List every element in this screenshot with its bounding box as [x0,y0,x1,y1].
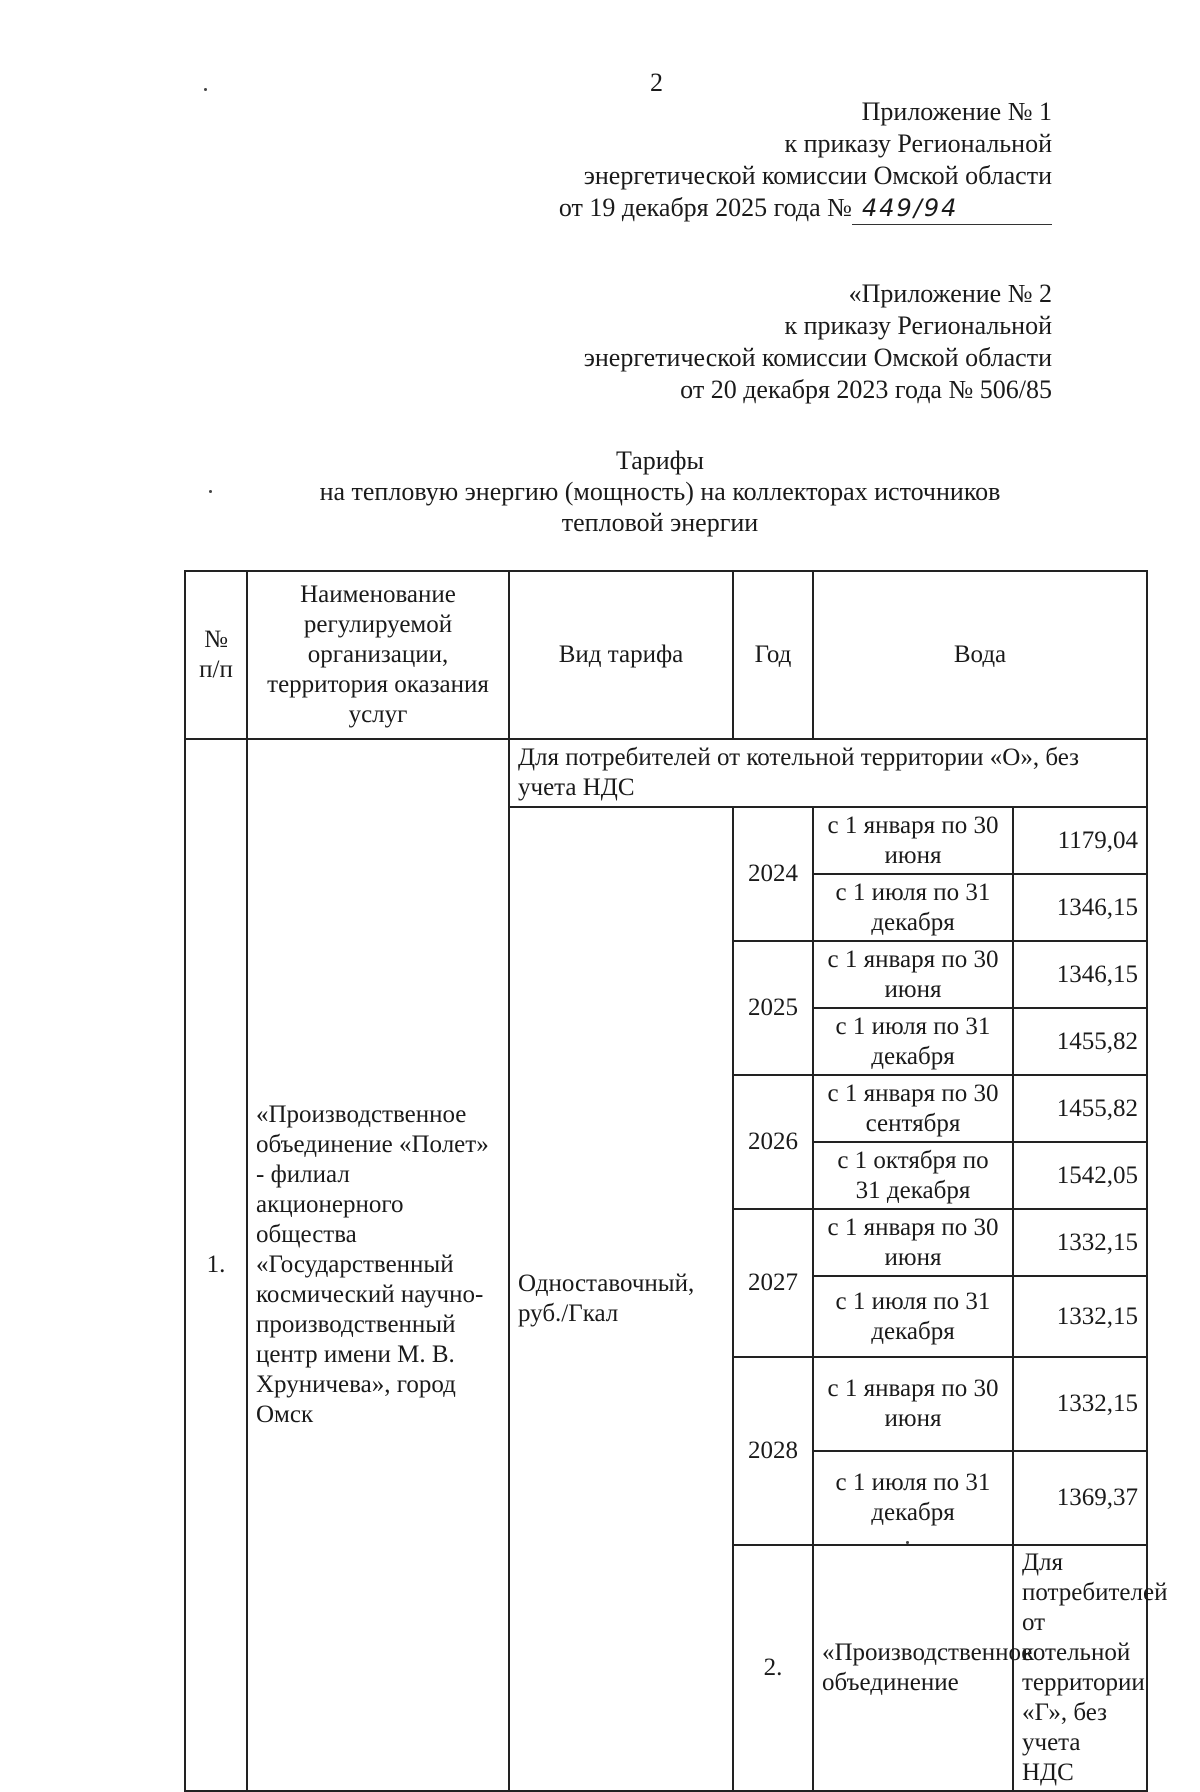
row-1-tariff-type: Одноставочный, руб./Гкал [509,807,733,1791]
value-cell: 1346,15 [1013,941,1147,1008]
appendix-1-date: от 19 декабря 2025 года № [558,193,852,222]
year-cell: 2026 [733,1075,813,1209]
appendix-1-line-1: Приложение № 1 [861,97,1052,126]
period-cell: с 1 января по 30 июня [813,807,1013,874]
value-cell: 1455,82 [1013,1075,1147,1142]
appendix-2-line-2: к приказу Региональной [784,311,1052,340]
value-cell: 1455,82 [1013,1008,1147,1075]
header-year: Год [733,571,813,739]
value-cell: 1332,15 [1013,1209,1147,1276]
header-number: № п/п [185,571,247,739]
year-cell: 2028 [733,1357,813,1545]
tariff-table [184,570,1168,1792]
title-line-1: Тарифы [615,446,704,475]
document-title [180,445,1140,538]
scan-speck [204,88,207,91]
row-1-condition: Для потребителей от котельной территории «О», без учета НДС [509,739,1147,807]
period-cell: с 1 января по 30 сентября [813,1075,1013,1142]
scan-speck [209,490,212,493]
table-row [185,739,1147,807]
period-cell: с 1 января по 30 июня [813,1357,1013,1451]
year-cell: 2024 [733,807,813,941]
period-cell: с 1 июля по 31 декабря [813,1451,1013,1545]
appendix-1-line-4 [559,192,1052,225]
row-1-number: 1. [185,739,247,1791]
appendix-1-line-2: к приказу Региональной [784,129,1052,158]
scan-speck [906,1541,909,1544]
appendix-2-header [584,278,1052,406]
appendix-1-line-3: энергетической комиссии Омской области [583,161,1052,190]
period-cell: с 1 января по 30 июня [813,1209,1013,1276]
appendix-2-line-3: энергетической комиссии Омской области [583,343,1052,372]
period-cell: с 1 июля по 31 декабря [813,874,1013,941]
period-cell: с 1 июля по 31 декабря [813,1276,1013,1357]
header-water: Вода [813,571,1147,739]
period-cell: с 1 октября по 31 декабря [813,1142,1013,1209]
handwritten-order-number: 449/94 [852,192,1052,225]
appendix-2-line-4: от 20 декабря 2023 года № 506/85 [680,375,1052,404]
row-2-condition: Для потребителей от котельной территории «Г», без учета НДС [1013,1545,1147,1791]
period-cell: с 1 января по 30 июня [813,941,1013,1008]
value-cell: 1369,37 [1013,1451,1147,1545]
header-tariff-type: Вид тарифа [509,571,733,739]
row-2-number: 2. [733,1545,813,1791]
row-1-organization: «Производственное объединение «Полет» - филиал акционерного общества «Государственный космический научно-производственный центр имени М. В. Хруничева», город Омск [247,739,509,1791]
row-2-organization: «Производственное объединение [813,1545,1013,1791]
value-cell: 1332,15 [1013,1276,1147,1357]
appendix-1-header [559,96,1052,225]
value-cell: 1179,04 [1013,807,1147,874]
appendix-2-line-1: «Приложение № 2 [848,279,1052,308]
value-cell: 1332,15 [1013,1357,1147,1451]
value-cell: 1346,15 [1013,874,1147,941]
title-line-2: на тепловую энергию (мощность) на коллекторах источников [319,477,1001,506]
title-line-3: тепловой энергии [561,508,759,537]
header-organization: Наименование регулируемой организации, территория оказания услуг [247,571,509,739]
period-cell: с 1 июля по 31 декабря [813,1008,1013,1075]
year-cell: 2027 [733,1209,813,1357]
year-cell: 2025 [733,941,813,1075]
value-cell: 1542,05 [1013,1142,1147,1209]
page-number: 2 [650,68,663,97]
table-header-row [185,571,1147,739]
